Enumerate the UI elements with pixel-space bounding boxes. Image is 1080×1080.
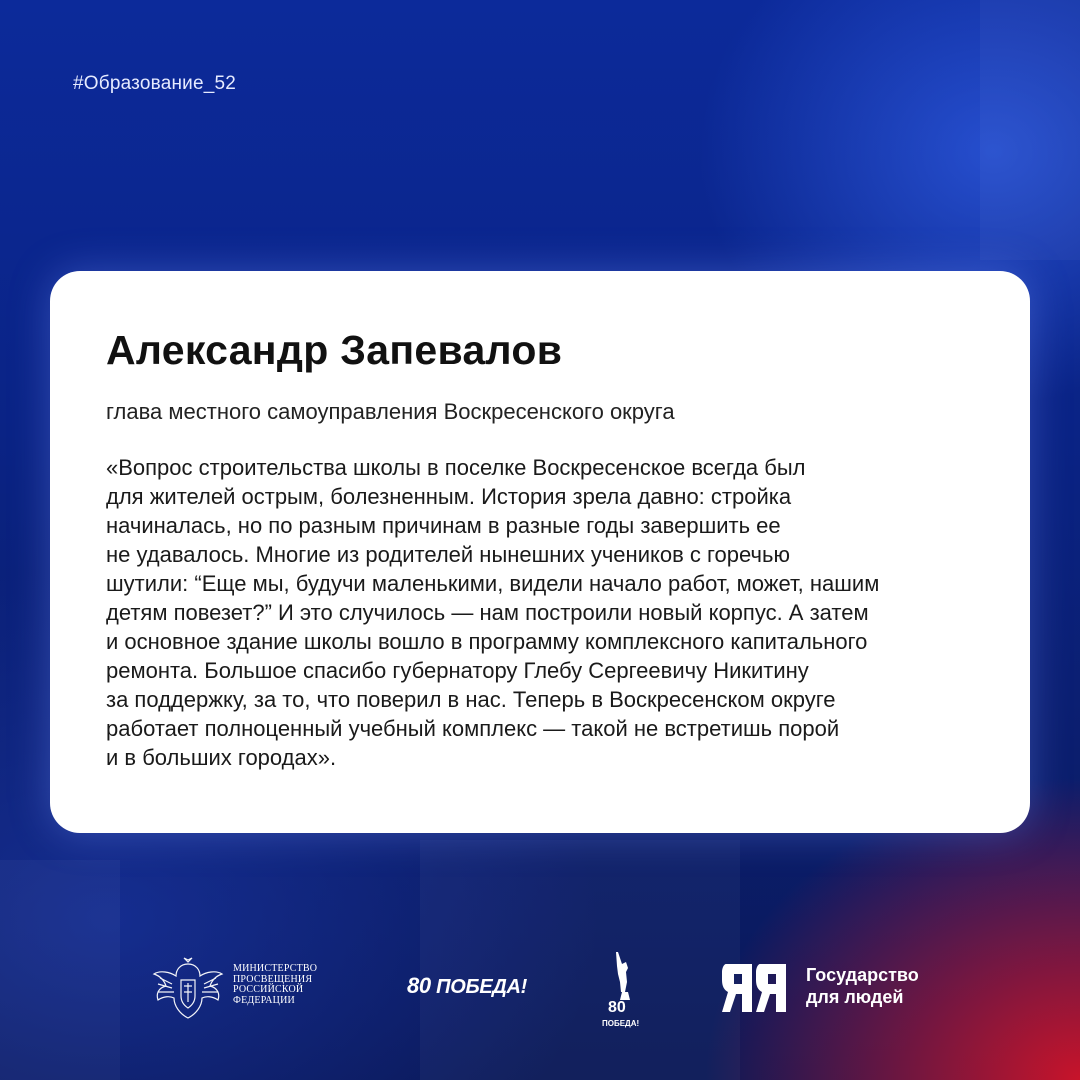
ministry-line: МИНИСТЕРСТВО [233, 963, 318, 974]
pobeda-word: ПОБЕДА! [436, 976, 528, 998]
footer-logos [0, 940, 1080, 1040]
monument-word: ПОБЕДА! [602, 1019, 640, 1028]
ministry-emblem-icon [150, 956, 226, 1022]
ministry-line: ПРОСВЕЩЕНИЯ [233, 973, 313, 985]
quote-line: «Вопрос строительства школы в поселке Воскресенское всегда был [106, 455, 806, 480]
quote-line: начиналась, но по разным причинам в разные годы завершить ее [106, 513, 781, 538]
speaker-role: глава местного самоуправления Воскресенского округа [106, 399, 675, 424]
pobeda-logo [407, 973, 527, 999]
speaker-name: Александр Запевалов [106, 327, 563, 373]
ministry-line: РОССИЙСКОЙ [233, 984, 304, 995]
monument-number: 80 [608, 999, 626, 1016]
bg-block-right [980, 0, 1080, 260]
quote-line: за поддержку, за то, что поверил в нас. Теперь в Воскресенском округе [106, 687, 836, 712]
quote-line: для жителей острым, болезненным. История зрела давно: стройка [106, 484, 792, 509]
quote-text [106, 453, 1006, 772]
gov-slogan [806, 964, 919, 1008]
ministry-line: ФЕДЕРАЦИИ [233, 994, 295, 1006]
quote-line: детям повезет?” И это случилось — нам построили новый корпус. А затем [106, 600, 869, 625]
quote-line: ремонта. Большое спасибо губернатору Глебу Сергеевичу Никитину [106, 658, 809, 683]
gov-line: Государство [806, 965, 919, 985]
quote-line: и в больших городах». [106, 745, 337, 770]
quote-line: шутили: “Еще мы, будучи маленькими, видели начало работ, может, нашим [106, 571, 880, 596]
quote-line: работает полноценный учебный комплекс — такой не встретишь порой [106, 716, 840, 741]
ya-logo-icon [722, 962, 788, 1014]
gov-line: для людей [806, 987, 904, 1007]
quote-line: и основное здание школы вошло в программу комплексного капитального [106, 629, 868, 654]
quote-line: не удавалось. Многие из родителей нынешних учеников с горечью [106, 542, 790, 567]
pobeda-number: 80 [407, 973, 431, 998]
ministry-name [233, 964, 317, 1006]
victory-monument-icon [600, 948, 648, 1032]
hashtag: #Образование_52 [73, 73, 237, 94]
quote-card [50, 271, 1030, 833]
